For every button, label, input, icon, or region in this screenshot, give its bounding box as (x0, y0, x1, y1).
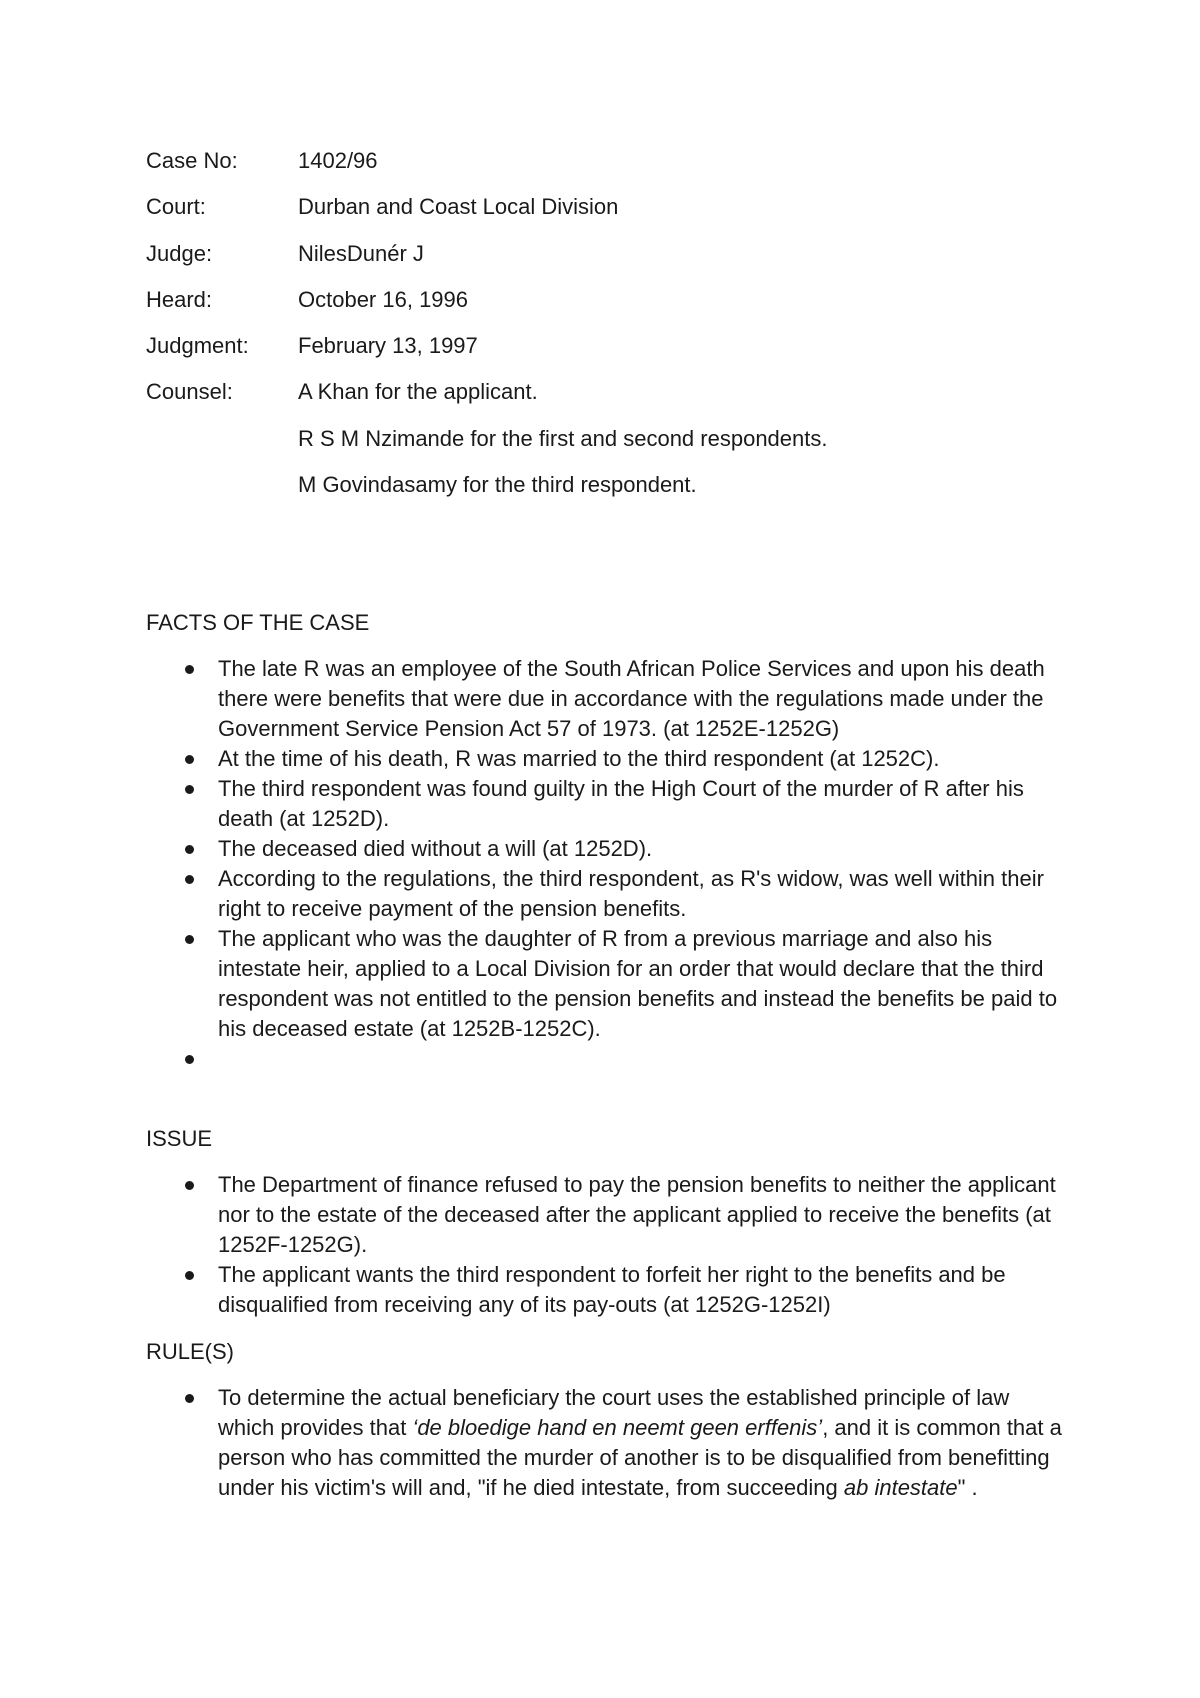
list-item (146, 774, 1066, 834)
facts-heading: FACTS OF THE CASE (146, 610, 370, 635)
list-item (146, 744, 1066, 774)
list-item (146, 1170, 1066, 1260)
judgment-label: Judgment: (146, 333, 249, 358)
list-item (146, 864, 1066, 924)
rules-text-part3: " . (957, 1475, 978, 1500)
bullet-icon (185, 755, 194, 764)
issue-list (146, 1170, 1066, 1320)
bullet-icon (185, 1271, 194, 1280)
list-item (146, 654, 1066, 744)
rules-text-part2: , and it is common that a person who has committed the murder of another is to be disqualified from benefitting under his victim's will and, "if he died intestate, from succeeding (218, 1415, 1062, 1500)
rules-item-text (218, 1385, 1062, 1500)
bullet-icon (185, 875, 194, 884)
court-label: Court: (146, 194, 206, 219)
court-value: Durban and Coast Local Division (298, 194, 619, 219)
bullet-icon (185, 785, 194, 794)
bullet-icon (185, 665, 194, 674)
facts-item-text: The late R was an employee of the South African Police Services and upon his death there were benefits that were due in accordance with the regulations made under the Government Service Pension Act 57 of 1973. (at 1252E-1252G) (218, 656, 1045, 741)
bullet-icon (185, 1055, 194, 1064)
rules-heading: RULE(S) (146, 1339, 235, 1364)
bullet-icon (185, 1181, 194, 1190)
rules-text-part1: To determine the actual beneficiary the court uses the established principle of law which provides that (218, 1385, 1010, 1440)
heard-label: Heard: (146, 287, 213, 312)
rules-latin-maxim: ‘de bloedige hand en neemt geen erffenis’ (412, 1415, 823, 1440)
counsel-line-third-respondent: M Govindasamy for the third respondent. (298, 472, 697, 497)
facts-item-text: The deceased died without a will (at 1252D). (218, 836, 653, 861)
case-no-label: Case No: (146, 148, 238, 173)
facts-item-text: At the time of his death, R was married to the third respondent (at 1252C). (218, 746, 940, 771)
counsel-line-respondents: R S M Nzimande for the first and second respondents. (298, 426, 828, 451)
facts-item-text: The third respondent was found guilty in the High Court of the murder of R after his death (at 1252D). (218, 776, 1024, 831)
counsel-value: A Khan for the applicant. (298, 379, 538, 404)
list-item (146, 1260, 1066, 1320)
list-item (146, 834, 1066, 864)
judge-label: Judge: (146, 241, 213, 266)
rules-latin-term: ab intestate (843, 1475, 958, 1500)
heard-value: October 16, 1996 (298, 287, 469, 312)
list-item (146, 924, 1066, 1044)
facts-item-text: The applicant who was the daughter of R from a previous marriage and also his intestate heir, applied to a Local Division for an order that would declare that the third respondent was not entitled to the pension benefits and instead the benefits be paid to his deceased estate (at 1252B-1252C). (218, 926, 1058, 1041)
case-no-value: 1402/96 (298, 148, 378, 173)
judge-value: NilesDunér J (298, 241, 424, 266)
rules-list (146, 1383, 1066, 1503)
issue-item-text: The applicant wants the third respondent to forfeit her right to the benefits and be disqualified from receiving any of its pay-outs (at 1252G-1252I) (218, 1262, 1006, 1317)
facts-list (146, 654, 1066, 1074)
list-item (146, 1383, 1066, 1503)
counsel-label: Counsel: (146, 379, 233, 404)
list-item-empty (146, 1044, 1066, 1074)
bullet-icon (185, 935, 194, 944)
issue-heading: ISSUE (146, 1126, 213, 1151)
bullet-icon (185, 845, 194, 854)
judgment-value: February 13, 1997 (298, 333, 478, 358)
facts-item-text: According to the regulations, the third respondent, as R's widow, was well within their right to receive payment of the pension benefits. (218, 866, 1044, 921)
bullet-icon (185, 1394, 194, 1403)
issue-item-text: The Department of finance refused to pay the pension benefits to neither the applicant nor to the estate of the deceased after the applicant applied to receive the benefits (at 1252F-1252G). (218, 1172, 1056, 1257)
